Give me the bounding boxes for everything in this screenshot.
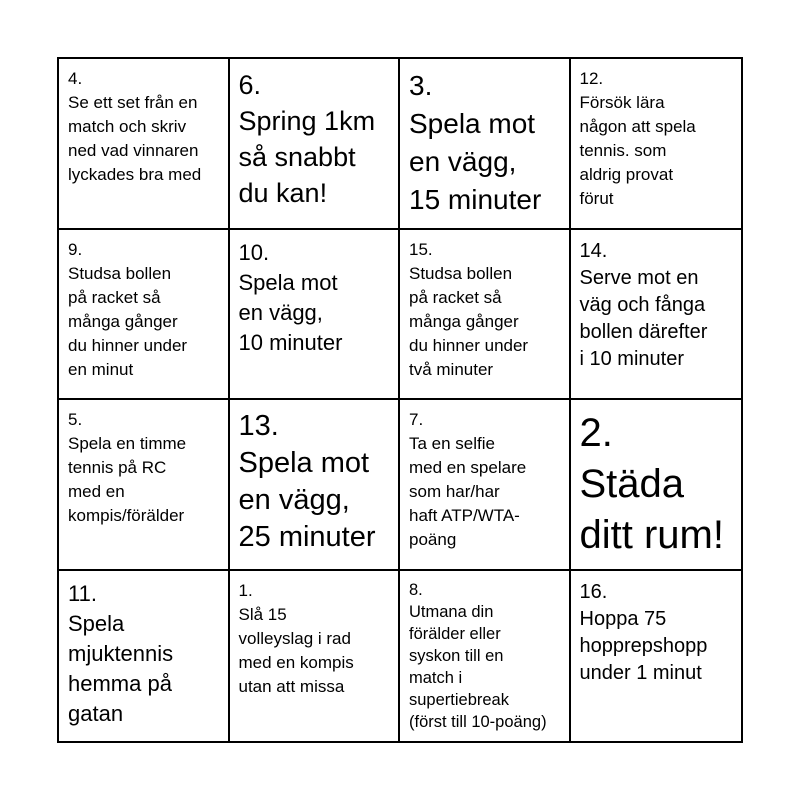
- cell-text: 1. Slå 15 volleyslag i rad med en kompis utan att missa: [238, 580, 354, 696]
- cell-text: 16. Hoppa 75 hopprepshopp under 1 minut: [579, 580, 708, 684]
- bingo-cell[interactable]: [571, 400, 742, 571]
- bingo-card: [57, 57, 743, 743]
- bingo-cell[interactable]: [230, 230, 401, 401]
- cell-text: 2. Städa ditt rum!: [579, 411, 724, 557]
- cell-text: 12. Försök lära någon att spela tennis. som aldrig provat förut: [579, 69, 696, 208]
- cell-text: 4. Se ett set från en match och skriv ned vad vinnaren lyckades bra med: [68, 69, 202, 184]
- bingo-cell[interactable]: [59, 59, 230, 230]
- bingo-cell[interactable]: [230, 400, 401, 571]
- bingo-cell[interactable]: [400, 400, 571, 571]
- bingo-cell[interactable]: [59, 230, 230, 401]
- bingo-cell[interactable]: [571, 571, 742, 742]
- cell-text: 10. Spela mot en vägg, 10 minuter: [238, 239, 343, 355]
- bingo-cell[interactable]: [571, 230, 742, 401]
- bingo-cell[interactable]: [230, 59, 401, 230]
- bingo-cell[interactable]: [230, 571, 401, 742]
- cell-text: 5. Spela en timme tennis på RC med en kompis/förälder: [68, 410, 187, 525]
- bingo-cell[interactable]: [400, 571, 571, 742]
- cell-text: 14. Serve mot en väg och fånga bollen därefter i 10 minuter: [579, 239, 708, 370]
- bingo-cell[interactable]: [400, 230, 571, 401]
- cell-text: 6. Spring 1km så snabbt du kan!: [238, 70, 376, 208]
- bingo-cell[interactable]: [59, 571, 230, 742]
- cell-text: 13. Spela mot en vägg, 25 minuter: [238, 410, 376, 553]
- cell-text: 3. Spela mot en vägg, 15 minuter: [409, 70, 542, 215]
- bingo-cell[interactable]: [400, 59, 571, 230]
- bingo-cell[interactable]: [59, 400, 230, 571]
- cell-text: 11. Spela mjuktennis hemma på gatan: [68, 580, 174, 726]
- cell-text: 8. Utmana din förälder eller syskon till en match i supertiebreak (först till 10-poäng): [409, 580, 547, 731]
- bingo-cell[interactable]: [571, 59, 742, 230]
- cell-text: 9. Studsa bollen på racket så många gånger du hinner under en minut: [68, 239, 188, 379]
- cell-text: 7. Ta en selfie med en spelare som har/har haft ATP/WTA- poäng: [409, 410, 527, 549]
- cell-text: 15. Studsa bollen på racket så många gånger du hinner under två minuter: [409, 239, 529, 379]
